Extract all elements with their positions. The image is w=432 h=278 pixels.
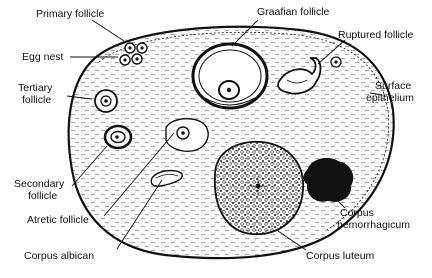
label-corpus-hemorrhagicum-line2: hemorrhagicum [337, 219, 410, 231]
tertiary-follicle [95, 90, 117, 112]
label-corpus-albican: Corpus albican [24, 250, 95, 262]
graafian-follicle [193, 44, 267, 108]
secondary-follicle [105, 126, 131, 148]
label-graafian-follicle: Graafian follicle [257, 6, 330, 18]
label-corpus-luteum: Corpus luteum [306, 250, 375, 262]
corpus-hemorrhagicum [304, 159, 352, 201]
label-primary-follicle: Primary follicle [36, 8, 105, 20]
label-secondary-follicle-line1: Secondary [14, 178, 65, 190]
small-follicle [331, 57, 341, 67]
label-surface-epithelium-line2: epithelium [366, 92, 414, 104]
label-secondary-follicle-line2: follicle [28, 190, 58, 202]
label-surface-epithelium-line1: Surface [375, 80, 412, 92]
label-tertiary-follicle-line1: Tertiary [18, 82, 53, 94]
corpus-luteum [215, 142, 303, 234]
label-corpus-hemorrhagicum-line1: Corpus [340, 207, 374, 219]
label-ruptured-follicle: Ruptured follicle [338, 29, 414, 41]
label-tertiary-follicle-line2: follicle [22, 94, 52, 106]
label-atretic-follicle: Atretic follicle [27, 214, 89, 226]
label-egg-nest: Egg nest [22, 51, 64, 63]
